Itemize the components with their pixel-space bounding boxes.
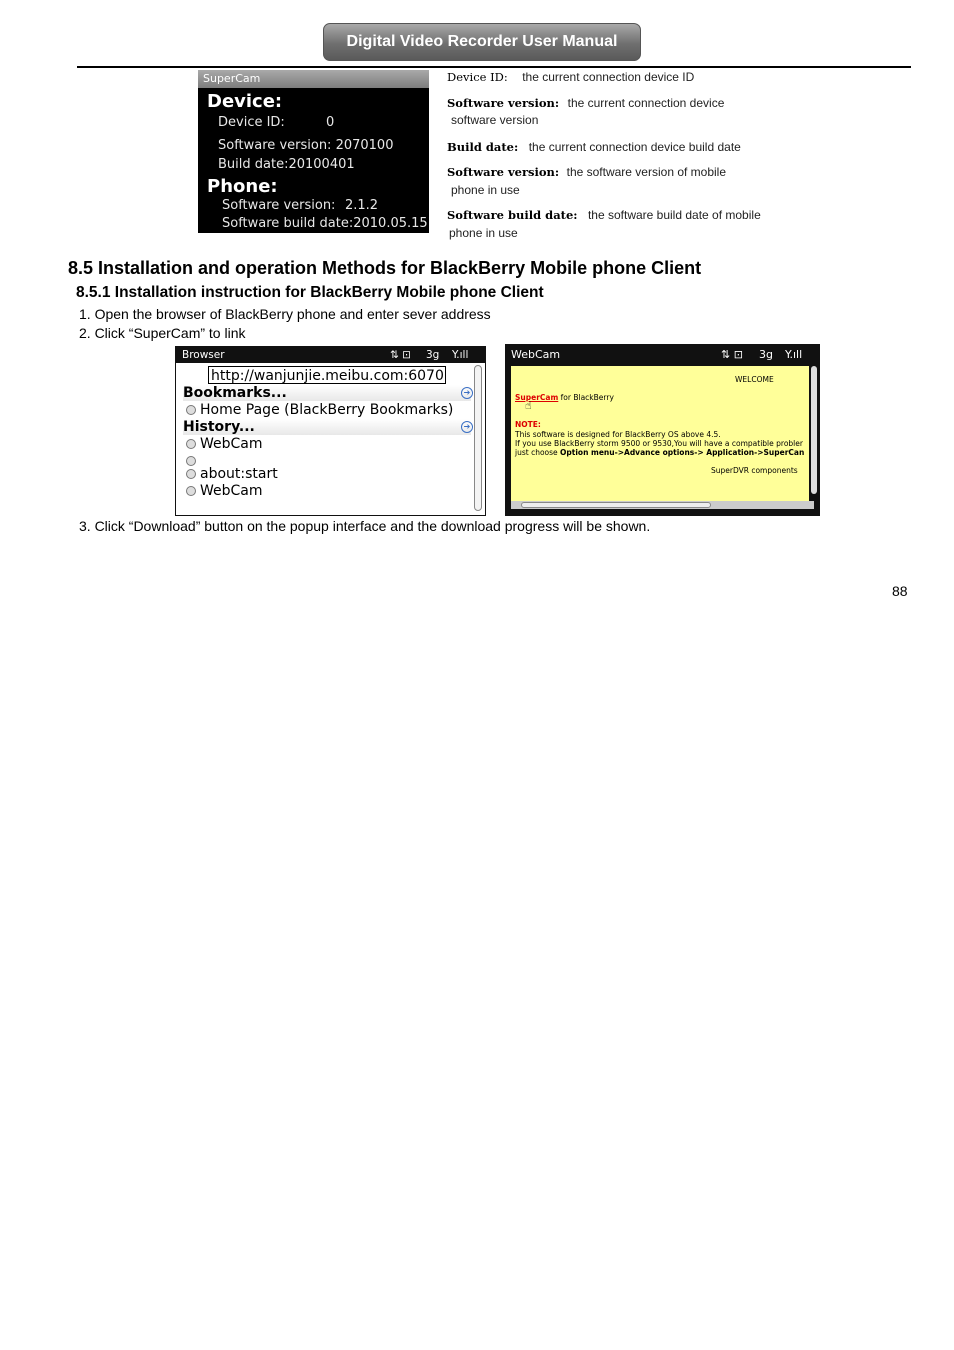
history-label: about:start (200, 466, 278, 482)
bookmarks-heading: Bookmarks... (183, 385, 471, 401)
note-line-3 (515, 448, 804, 457)
link-suffix: for BlackBerry (558, 393, 614, 402)
webcam-title: WebCam (511, 348, 561, 361)
term: Device ID: (447, 70, 508, 84)
connection-icon: ⇅ ⊡ (721, 348, 743, 361)
history-item[interactable] (186, 466, 278, 482)
url-input[interactable]: http://wanjunjie.meibu.com:6070 (208, 366, 446, 384)
expand-arrow-icon[interactable]: ➔ (461, 421, 473, 433)
browser-screenshot (175, 346, 486, 516)
globe-icon (186, 405, 196, 415)
note-line-1: This software is designed for BlackBerry OS above 4.5. (515, 430, 721, 439)
history-item[interactable] (186, 483, 263, 499)
signal-icon: Y.ıll (452, 349, 469, 361)
section-heading: 8.5 Installation and operation Methods for BlackBerry Mobile phone Client (68, 258, 702, 278)
network-label: 3g (426, 349, 440, 361)
horizontal-scroll-thumb[interactable] (521, 502, 711, 508)
description-text: the current connection device (567, 96, 725, 110)
globe-icon (186, 456, 196, 466)
network-label: 3g (759, 348, 773, 361)
browser-title: Browser (182, 349, 225, 361)
description-build-date (447, 138, 741, 156)
device-build-date: Build date:20100401 (218, 157, 355, 172)
subsection-heading: 8.5.1 Installation instruction for BlackBerry Mobile phone Client (76, 284, 544, 301)
welcome-text: WELCOME (735, 375, 774, 384)
step-1: 1. Open the browser of BlackBerry phone and enter sever address (79, 306, 491, 322)
term: Software version: (447, 165, 560, 179)
step-2: 2. Click “SuperCam” to link (79, 325, 246, 341)
description-text: the current connection device build date (528, 140, 741, 154)
signal-icon: Y.ıll (785, 348, 803, 361)
term: Build date: (447, 140, 519, 154)
connection-icon: ⇅ ⊡ (390, 349, 411, 361)
description-text-continued: phone in use (451, 183, 520, 197)
term: Software build date: (447, 208, 578, 222)
description-text: the current connection device ID (522, 70, 695, 84)
device-id-label: Device ID: (218, 115, 285, 130)
bookmark-item[interactable] (186, 402, 453, 418)
page-number: 88 (892, 583, 908, 599)
device-id-value: 0 (326, 115, 335, 130)
supercam-title-bar: SuperCam (198, 70, 429, 88)
term: Software version: (447, 96, 560, 110)
hand-cursor-icon: ☝ (525, 399, 532, 412)
description-device-id (447, 68, 694, 86)
manual-title-badge: Digital Video Recorder User Manual (323, 23, 641, 61)
globe-icon (186, 439, 196, 449)
description-software-version (447, 94, 724, 112)
supercam-info-screenshot (198, 70, 429, 233)
phone-software-version-value: 2.1.2 (345, 198, 379, 213)
note-line-3-prefix: just choose (515, 448, 561, 457)
bookmark-label: Home Page (BlackBerry Bookmarks) (200, 402, 454, 418)
note-line-2: If you use BlackBerry storm 9500 or 9530,You will have a compatible probler (515, 439, 803, 448)
expand-arrow-icon[interactable]: ➔ (461, 387, 473, 399)
phone-build-date: Software build date:2010.05.15 (222, 216, 428, 231)
footer-text: SuperDVR components (711, 466, 798, 475)
browser-status-bar (176, 347, 485, 363)
description-text: the software build date of mobile (587, 208, 761, 222)
vertical-scrollbar[interactable] (811, 366, 817, 494)
webcam-page (511, 366, 809, 505)
description-phone-software-version (447, 163, 726, 181)
webcam-screenshot (505, 344, 820, 516)
phone-heading: Phone: (207, 176, 278, 197)
description-text-continued: software version (451, 113, 539, 127)
description-text-continued: phone in use (449, 226, 518, 240)
description-text: the software version of mobile (566, 165, 727, 179)
device-software-version: Software version: 2070100 (218, 138, 394, 153)
history-heading: History... (183, 419, 471, 435)
description-phone-build-date (447, 206, 761, 224)
step-3: 3. Click “Download” button on the popup interface and the download progress will be shown. (79, 518, 651, 534)
note-label: NOTE: (515, 420, 541, 429)
browser-scrollbar[interactable] (474, 365, 482, 511)
history-label: WebCam (200, 483, 263, 499)
globe-icon (186, 486, 196, 496)
phone-software-version-label: Software version: (222, 198, 336, 213)
supercam-link[interactable]: SuperCam (515, 393, 559, 402)
note-line-3-path: Option menu->Advance options-> Application->SuperCan (560, 448, 805, 457)
history-label: WebCam (200, 436, 263, 452)
globe-icon (186, 469, 196, 479)
device-heading: Device: (207, 91, 283, 112)
history-item[interactable] (186, 436, 263, 452)
